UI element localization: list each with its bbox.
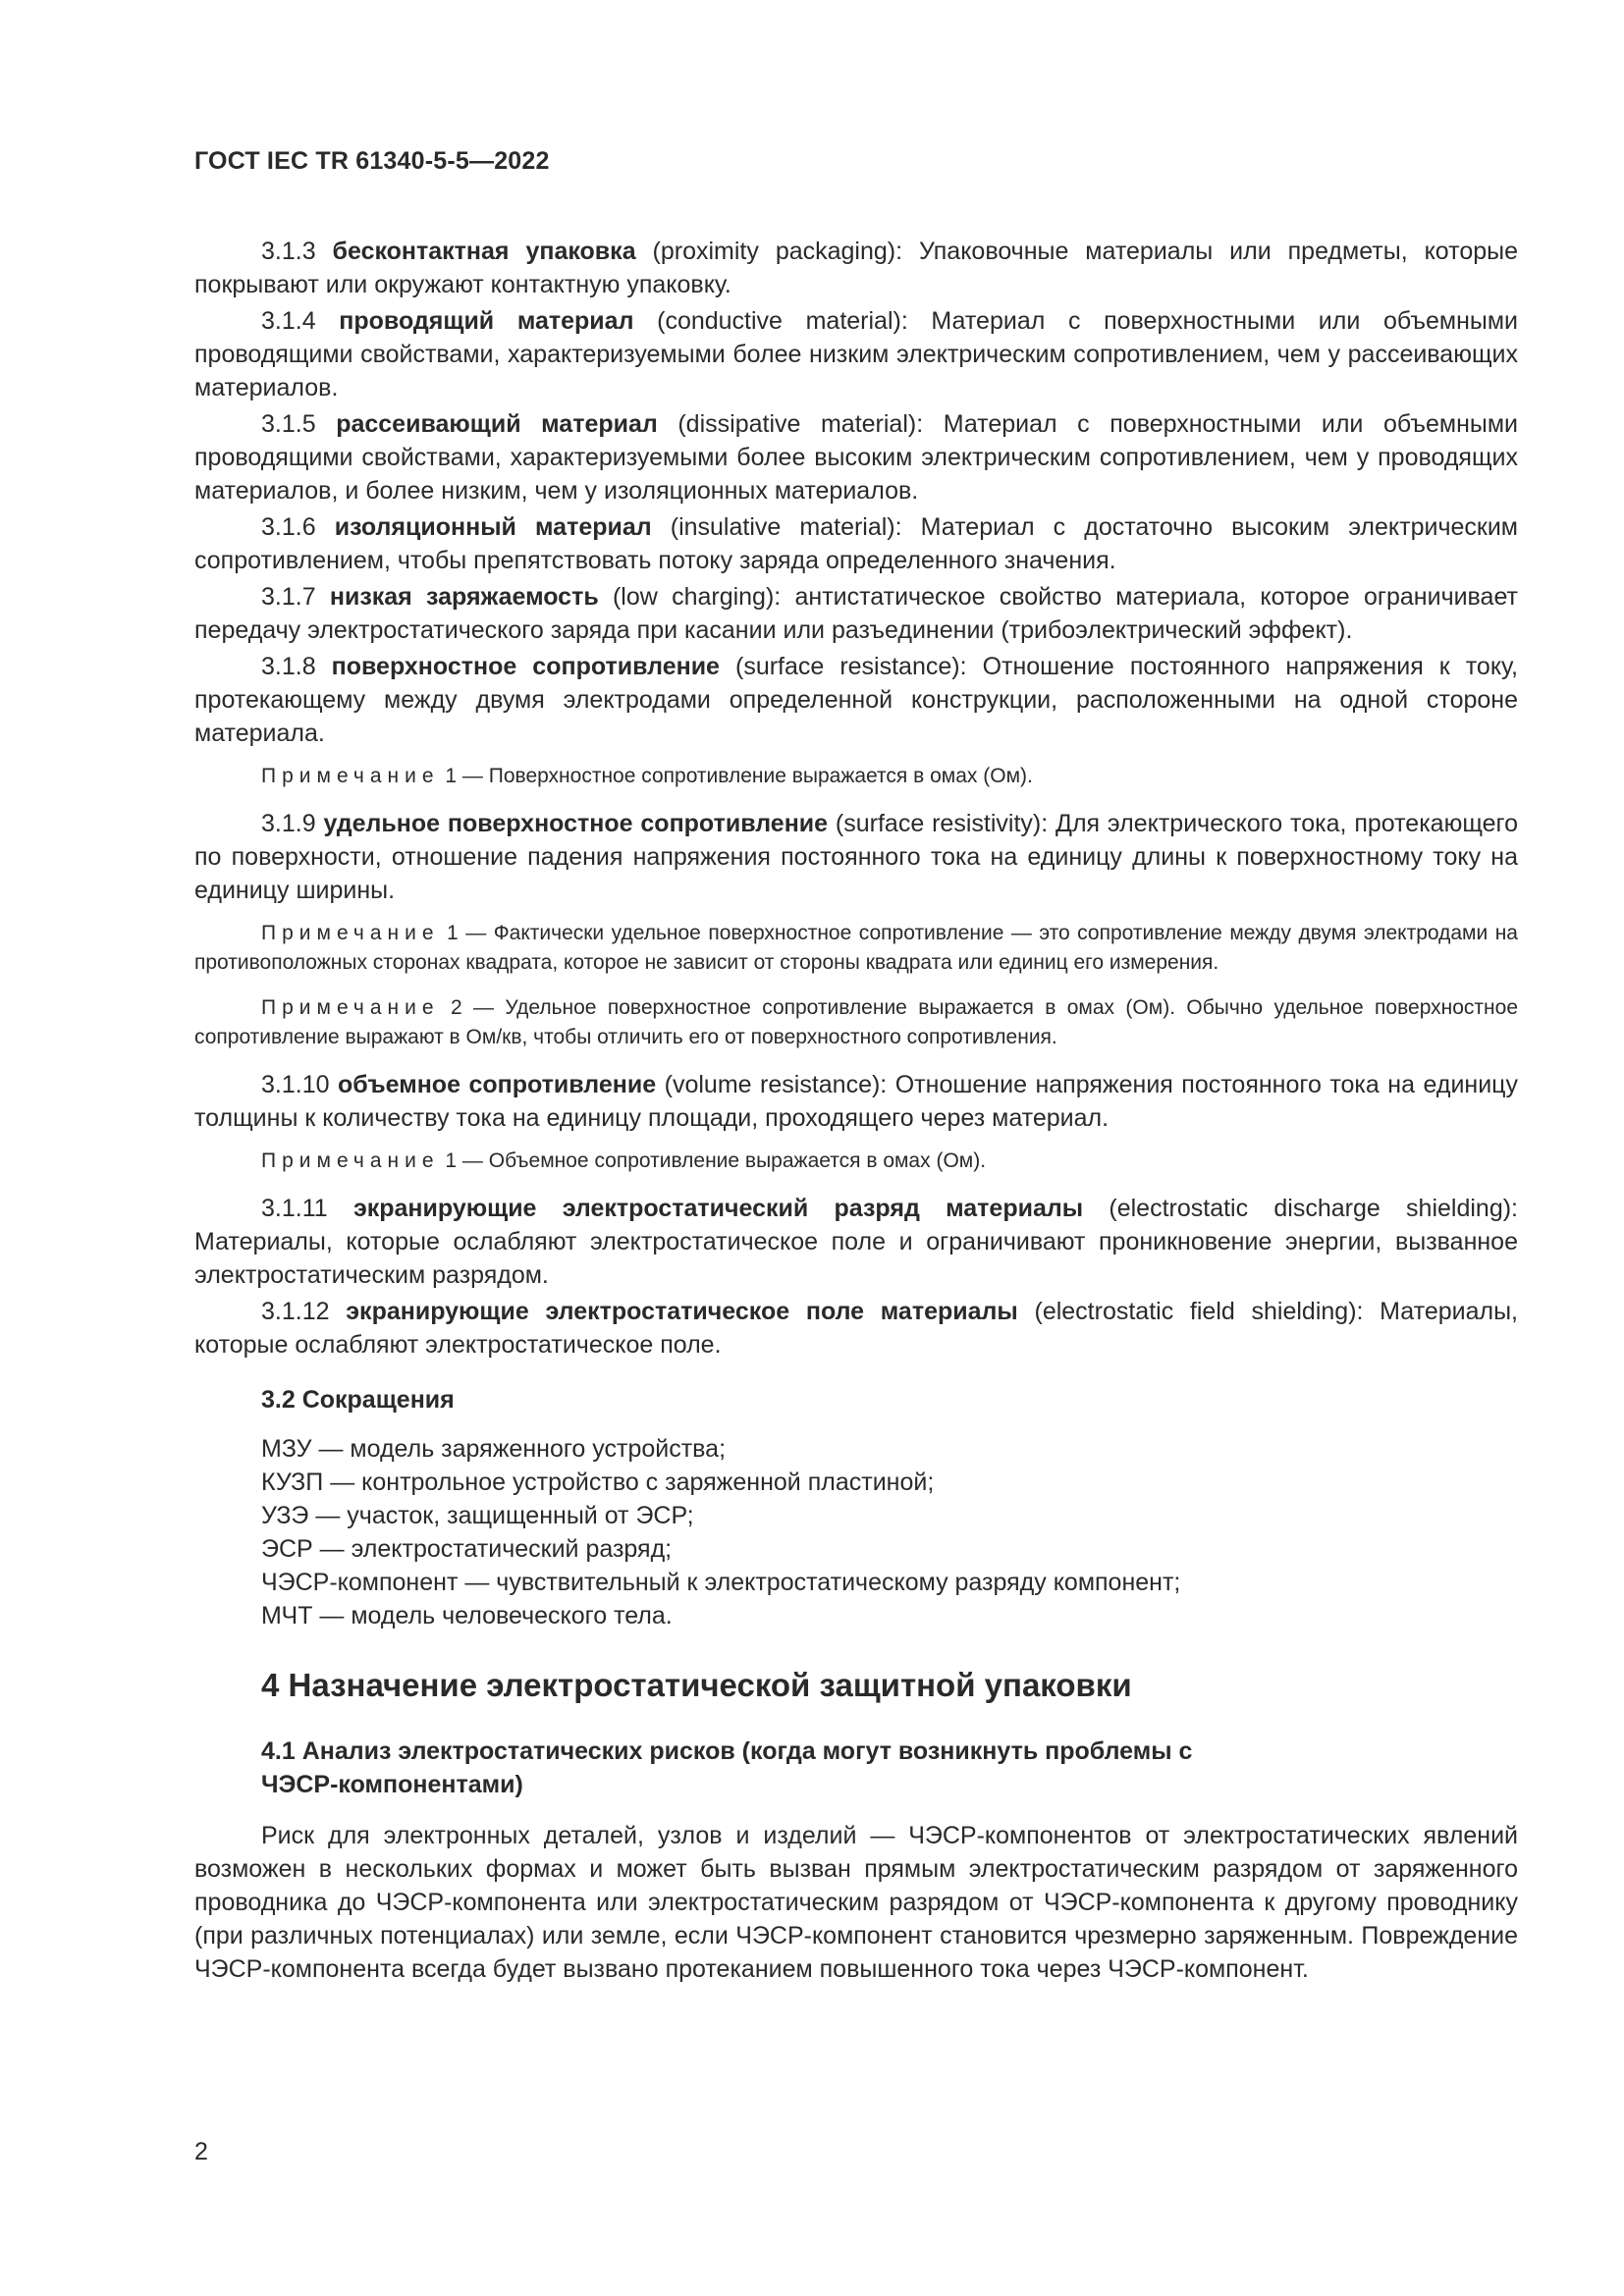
note-label: Примечание [261,922,440,944]
term-name: низкая заряжаемость [329,583,599,611]
note-text: 1 — Поверхностное сопротивление выражается в омах (Ом). [439,765,1033,787]
note-text: 1 — Объемное сопротивление выражается в омах (Ом). [439,1149,987,1172]
note-3-1-10 [194,1147,1518,1176]
abbreviation-list [261,1432,1518,1632]
term-3-1-12 [194,1295,1518,1362]
abbreviation-item: УЗЭ — участок, защищенный от ЭСР; [261,1502,694,1529]
term-name: удельное поверхностное сопротивление [323,810,829,837]
term-definition: (low charging): антистатическое свойство материала, которое ограничивает передачу электростатического заряда при касании или разъединении (трибоэлектрический эффект). [194,583,1518,644]
document-header: ГОСТ IEC TR 61340-5-5—2022 [194,147,550,175]
term-number: 3.1.11 [261,1195,328,1222]
note-text: 1 — Фактически удельное поверхностное сопротивление — это сопротивление между двумя электродами на противоположных сторонах квадрата, которое не зависит от стороны квадрата или единиц его измерения. [194,922,1518,974]
term-number: 3.1.12 [261,1298,330,1325]
term-definition: (conductive material): Материал с поверхностными или объемными проводящими свойствами, характеризуемыми более низким электрическим сопротивлением, чем у рассеивающих материалов. [194,307,1519,401]
term-definition: (surface resistivity): Для электрического тока, протекающего по поверхности, отношение падения напряжения постоянного тока на единицу длины к поверхностному току на единицу ширины. [194,810,1518,904]
section-3-2-heading: 3.2 Сокращения [261,1386,455,1414]
term-definition: (electrostatic discharge shielding): Материалы, которые ослабляют электростатическое поле и ограничивают проникновение энергии, вызванное электростатическим разрядом. [194,1195,1519,1289]
term-definition: (dissipative material): Материал с поверхностными или объемными проводящими свойствами, характеризуемыми более высоким электрическим сопротивлением, чем у проводящих материалов, и более низким, чем у изоляционных материалов. [194,410,1519,505]
term-definition: (volume resistance): Отношение напряжения постоянного тока на единицу толщины к количеству тока на единицу площади, проходящего через материал. [194,1071,1518,1132]
note-3-1-8 [194,762,1518,791]
term-3-1-10 [194,1068,1518,1135]
term-name: изоляционный материал [334,513,652,541]
note-text: 2 — Удельное поверхностное сопротивление выражается в омах (Ом). Обычно удельное поверхностное сопротивление выражают в Ом/кв, чтобы отличить его от поверхностного сопротивления. [194,996,1518,1048]
term-definition: (proximity packaging): Упаковочные материалы или предметы, которые покрывают или окружают контактную упаковку. [194,238,1519,298]
term-name: поверхностное сопротивление [331,653,720,680]
term-3-1-4 [194,304,1518,404]
term-number: 3.1.3 [261,238,316,265]
term-number: 3.1.8 [261,653,316,680]
term-3-1-11 [194,1192,1518,1292]
term-3-1-7 [194,580,1518,647]
term-definition: (surface resistance): Отношение постоянного напряжения к току, протекающему между двумя электродами определенной конструкции, расположенными на одной стороне материала. [194,653,1518,747]
term-3-1-8 [194,650,1518,750]
note-label: Примечание [261,765,440,787]
note-label: Примечание [261,996,440,1019]
term-3-1-6 [194,510,1518,577]
term-number: 3.1.9 [261,810,316,837]
note-3-1-9-2 [194,993,1518,1052]
term-name: проводящий материал [339,307,634,335]
section-4-1-heading: 4.1 Анализ электростатических рисков (когда могут возникнуть проблемы с ЧЭСР-компонентами) [261,1737,1193,1798]
term-3-1-9 [194,807,1518,907]
term-number: 3.1.7 [261,583,316,611]
abbreviation-item: ЭСР — электростатический разряд; [261,1535,673,1563]
term-number: 3.1.4 [261,307,316,335]
term-definition: (electrostatic field shielding): Материалы, которые ослабляют электростатическое поле. [194,1298,1518,1359]
abbreviation-item: МЗУ — модель заряженного устройства; [261,1435,727,1463]
term-number: 3.1.10 [261,1071,330,1098]
section-4-1-paragraph: Риск для электронных деталей, узлов и изделий — ЧЭСР-компонентов от электростатических явлений возможен в нескольких формах и может быть вызван прямым электростатическим разрядом от заряженного проводника до ЧЭСР-компонента или электростатическим разрядом от ЧЭСР-компонента к другому проводнику (при различных потенциалах) или земле, если ЧЭСР-компонент становится чрезмерно заряженным. Повреждение ЧЭСР-компонента всегда будет вызвано протеканием повышенного тока через ЧЭСР-компонент. [194,1822,1518,1983]
abbreviation-item: КУЗП — контрольное устройство с заряженной пластиной; [261,1468,935,1496]
term-number: 3.1.5 [261,410,316,438]
note-3-1-9-1 [194,919,1518,978]
abbreviation-item: МЧТ — модель человеческого тела. [261,1602,673,1629]
abbreviation-item: ЧЭСР-компонент — чувствительный к электростатическому разряду компонент; [261,1569,1181,1596]
term-name: объемное сопротивление [338,1071,657,1098]
section-4-heading: 4 Назначение электростатической защитной упаковки [261,1667,1132,1703]
term-definition: (insulative material): Материал с достаточно высоким электрическим сопротивлением, чтобы препятствовать потоку заряда определенного значения. [194,513,1518,574]
term-3-1-3 [194,235,1518,301]
term-number: 3.1.6 [261,513,316,541]
term-name: экранирующие электростатическое поле материалы [346,1298,1018,1325]
page-number: 2 [194,2138,208,2165]
term-3-1-5 [194,407,1518,507]
note-label: Примечание [261,1149,440,1172]
document-page [194,147,1518,1986]
term-name: экранирующие электростатический разряд материалы [352,1195,1084,1222]
term-name: бесконтактная упаковка [332,238,636,265]
term-name: рассеивающий материал [336,410,658,438]
